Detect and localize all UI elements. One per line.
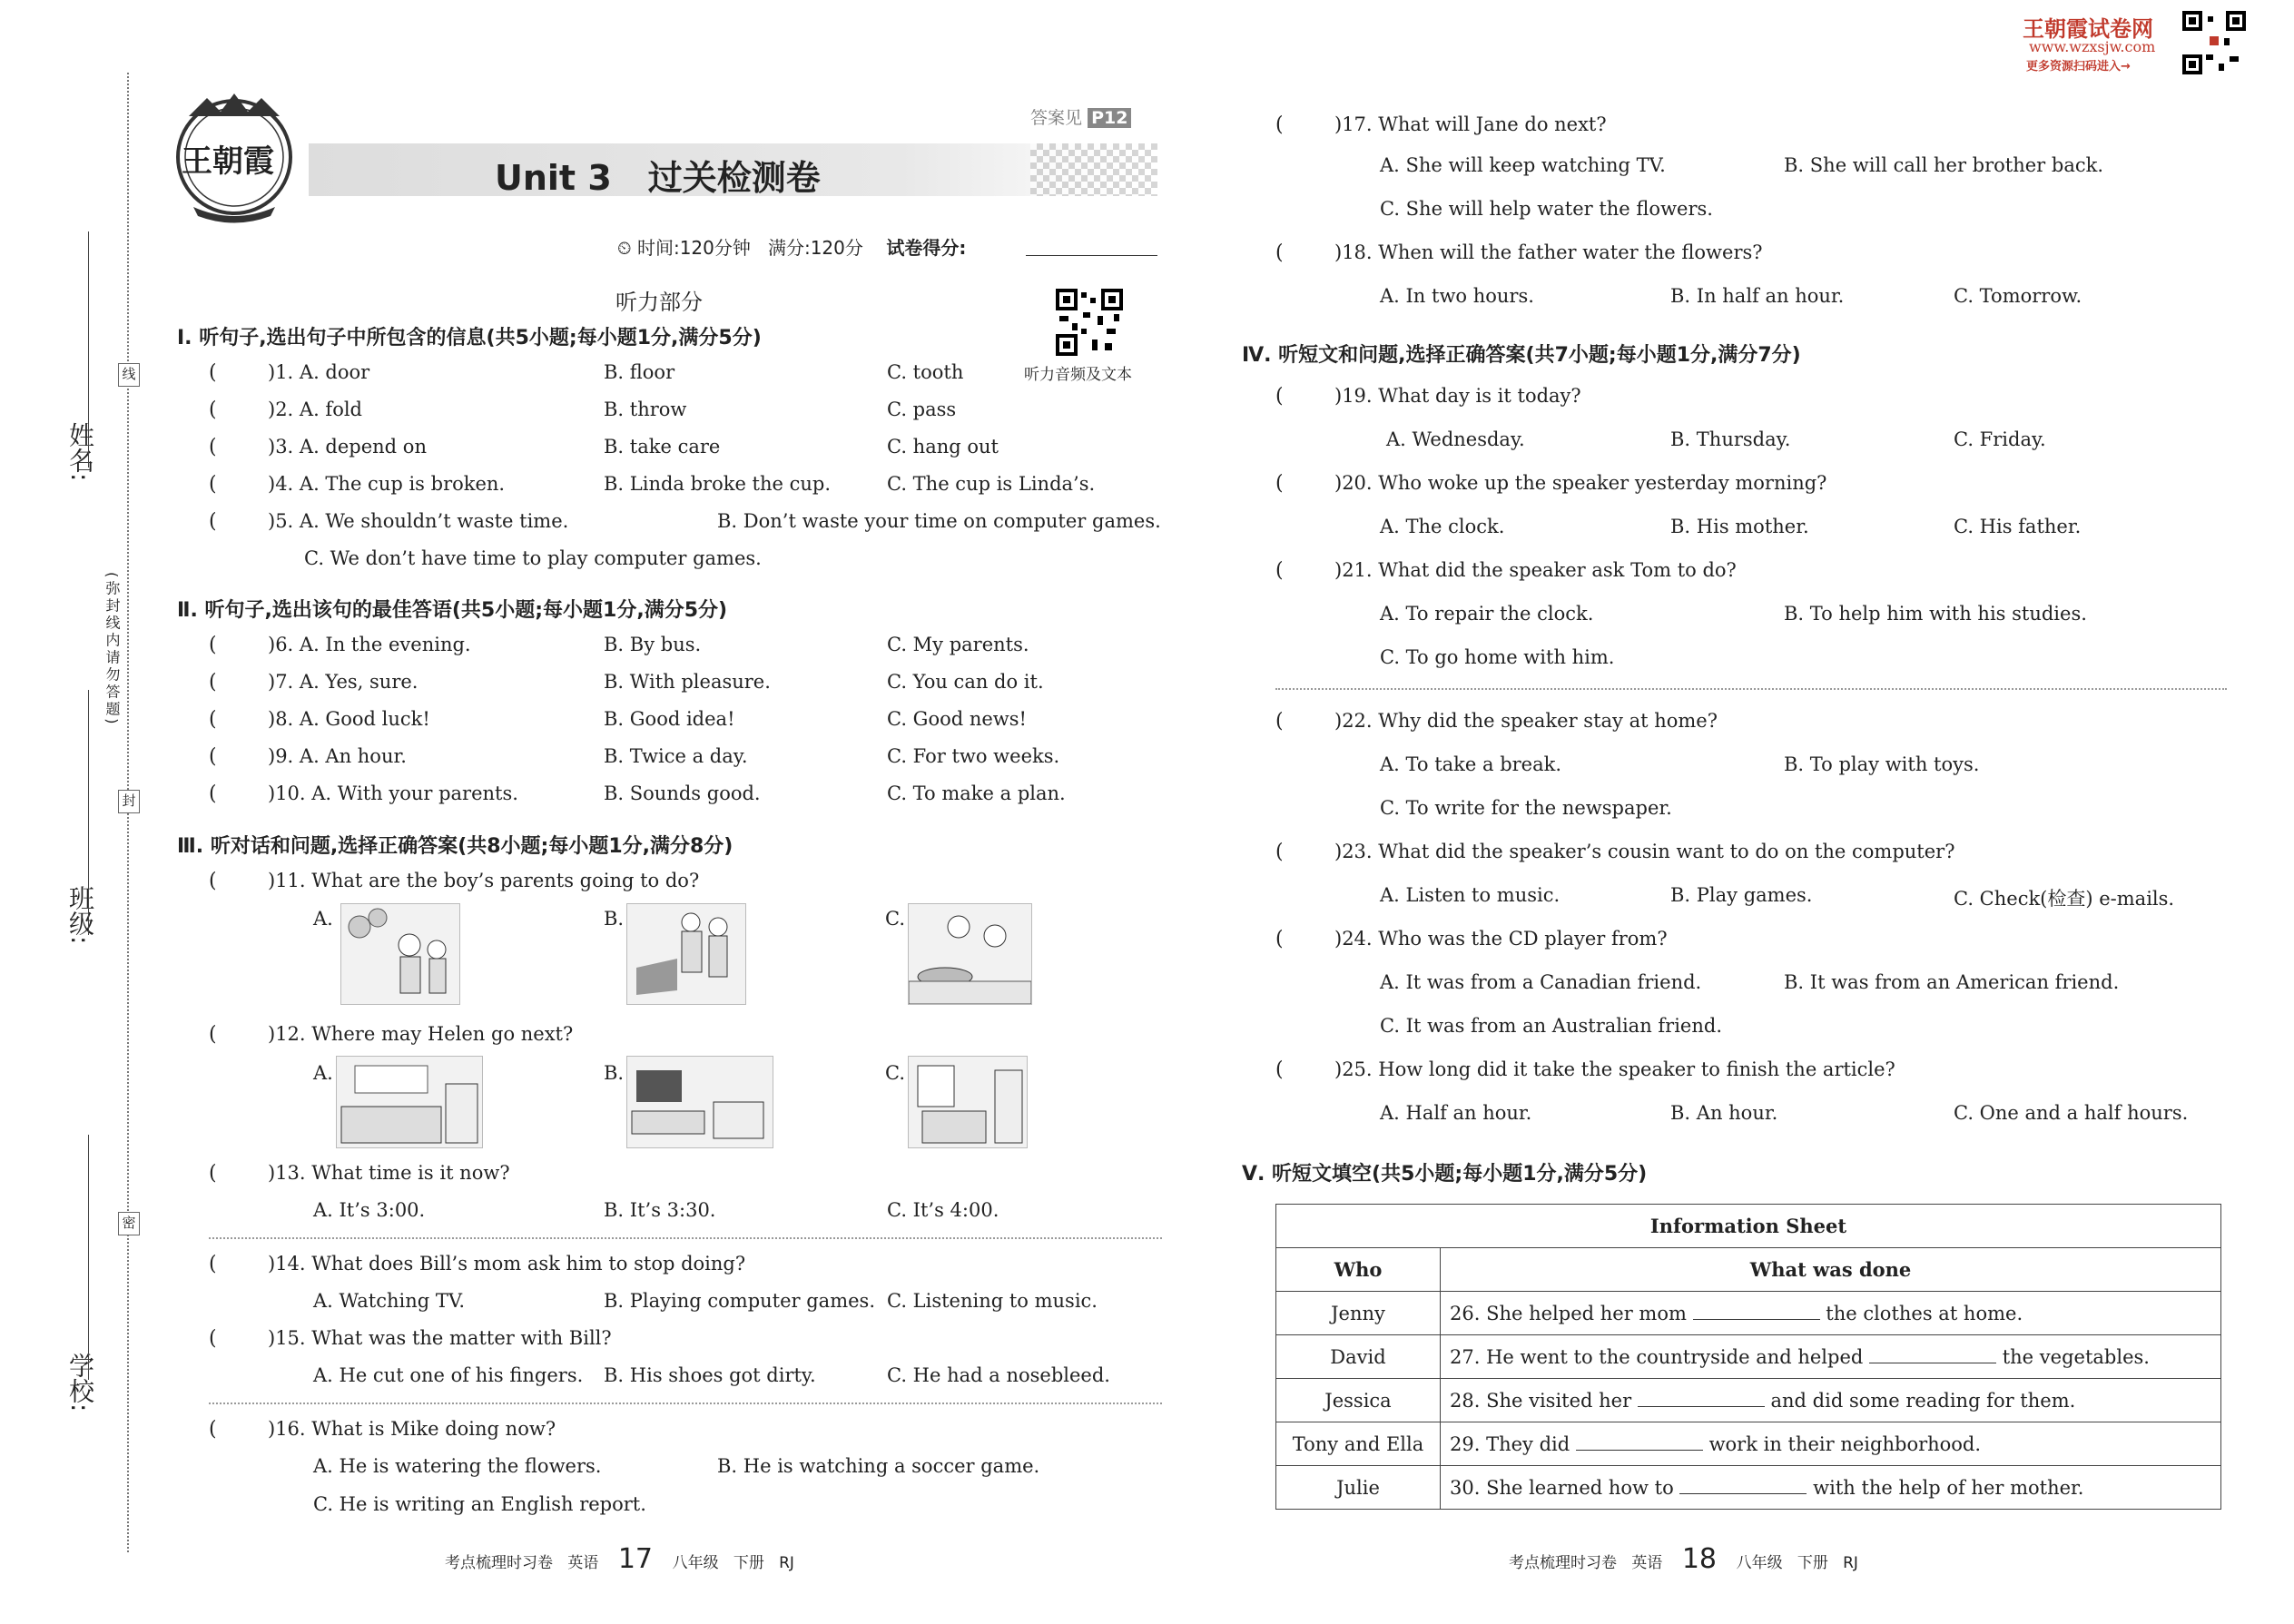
table-row: Julie 30. She learned how to with the help of her mother.: [1276, 1466, 2221, 1510]
footer-left: 考点梳理时习卷 英语 17 八年级 下册 RJ: [445, 1543, 794, 1575]
information-sheet-table: [1275, 1204, 2221, 1510]
section-title: 听力部分: [615, 290, 703, 315]
school-label: 学校:: [65, 1353, 95, 1412]
q20-option-a[interactable]: A. The clock.: [1380, 516, 1505, 537]
q23-option-a[interactable]: A. Listen to music.: [1380, 884, 1561, 906]
unit-title: Unit 3 过关检测卷: [495, 158, 821, 198]
logo-text: 王朝霞: [182, 143, 274, 180]
footer-right: 考点梳理时习卷 英语 18 八年级 下册 RJ: [1509, 1543, 1858, 1575]
q12-picture-a[interactable]: [336, 1056, 483, 1148]
answer-ref: 答案见 P12: [1030, 104, 1131, 129]
score-field[interactable]: [1026, 255, 1157, 256]
q12-label-b: B.: [604, 1062, 625, 1084]
seal-mark-line: 线: [118, 363, 140, 387]
section-2-header: Ⅱ. 听句子,选出该句的最佳答语(共5小题;每小题1分,满分5分): [177, 599, 728, 622]
q19-option-c[interactable]: C. Friday.: [1954, 428, 2046, 450]
table-title: Information Sheet: [1276, 1205, 2221, 1248]
q16-option-b[interactable]: B. He is watching a soccer game.: [717, 1455, 1040, 1477]
table-header-what: What was done: [1441, 1248, 2221, 1292]
page-number: 18: [1681, 1543, 1718, 1575]
q22-option-c[interactable]: C. To write for the newspaper.: [1380, 797, 1672, 819]
q11-picture-c[interactable]: [908, 903, 1032, 1005]
brand-tagline: 更多资源扫码进入→: [2026, 60, 2131, 74]
q15-option-a[interactable]: A. He cut one of his fingers.: [313, 1364, 584, 1386]
brand-url[interactable]: www.wzxsjw.com: [2029, 38, 2156, 55]
q21-option-a[interactable]: A. To repair the clock.: [1380, 603, 1594, 625]
q11-picture-b[interactable]: [626, 903, 746, 1005]
q12-label-c: C.: [885, 1062, 905, 1084]
q23-option-b[interactable]: B. Play games.: [1670, 884, 1813, 906]
seal-mark-seal: 封: [118, 790, 140, 813]
divider: [1275, 688, 2227, 690]
q22-option-a[interactable]: A. To take a break.: [1380, 753, 1562, 775]
q21-option-b[interactable]: B. To help him with his studies.: [1784, 603, 2087, 625]
blank-26[interactable]: [1693, 1304, 1820, 1320]
q11-label-c: C.: [885, 908, 905, 930]
clock-icon: ⏲: [617, 237, 632, 259]
q13-option-c[interactable]: C. It’s 4:00.: [887, 1199, 999, 1221]
q21-option-c[interactable]: C. To go home with him.: [1380, 646, 1615, 668]
name-label: 姓名:: [65, 422, 95, 482]
q22-option-b[interactable]: B. To play with toys.: [1784, 753, 1980, 775]
blank-29[interactable]: [1576, 1435, 1703, 1451]
seal-note: (弥封线内请勿答题): [103, 572, 121, 727]
q20-option-c[interactable]: C. His father.: [1954, 516, 2082, 537]
q13-option-a[interactable]: A. It’s 3:00.: [313, 1199, 426, 1221]
q12-label-a: A.: [313, 1062, 333, 1084]
q19-option-a[interactable]: A. Wednesday.: [1386, 428, 1525, 450]
blank-28[interactable]: [1638, 1392, 1765, 1407]
q17-option-b[interactable]: B. She will call her brother back.: [1784, 154, 2104, 176]
brand-qr-icon[interactable]: [2182, 11, 2246, 74]
q11-picture-a[interactable]: [340, 903, 460, 1005]
q18-option-a[interactable]: A. In two hours.: [1380, 285, 1534, 307]
q18-option-c[interactable]: C. Tomorrow.: [1954, 285, 2082, 307]
q5-option-c[interactable]: C. We don’t have time to play computer games.: [304, 547, 762, 569]
q14-option-b[interactable]: B. Playing computer games.: [604, 1290, 875, 1312]
q11-label-a: A.: [313, 908, 333, 930]
q16-option-c[interactable]: C. He is writing an English report.: [313, 1493, 646, 1515]
class-label: 班级:: [65, 885, 95, 945]
banner-checker: [1030, 143, 1157, 196]
q24-option-c[interactable]: C. It was from an Australian friend.: [1380, 1015, 1723, 1037]
qr-code-icon[interactable]: [1056, 289, 1123, 356]
q16-option-a[interactable]: A. He is watering the flowers.: [313, 1455, 602, 1477]
section-3-header: Ⅲ. 听对话和问题,选择正确答案(共8小题;每小题1分,满分8分): [177, 835, 733, 858]
q24-option-b[interactable]: B. It was from an American friend.: [1784, 971, 2120, 993]
table-row: Jenny 26. She helped her mom the clothes at home.: [1276, 1292, 2221, 1335]
blank-27[interactable]: [1869, 1348, 1996, 1363]
section-1-header: Ⅰ. 听句子,选出句子中所包含的信息(共5小题;每小题1分,满分5分): [177, 327, 762, 349]
q13-option-b[interactable]: B. It’s 3:30.: [604, 1199, 716, 1221]
section-4-header: Ⅳ. 听短文和问题,选择正确答案(共7小题;每小题1分,满分7分): [1242, 344, 1801, 367]
answer-page-badge: P12: [1088, 108, 1131, 128]
name-field[interactable]: [88, 231, 89, 468]
table-row: David 27. He went to the countryside and helped the vegetables.: [1276, 1335, 2221, 1379]
q25-option-b[interactable]: B. An hour.: [1670, 1102, 1778, 1124]
divider: [209, 1403, 1162, 1404]
q19-option-b[interactable]: B. Thursday.: [1670, 428, 1791, 450]
qr-caption: 听力音频及文本: [1024, 366, 1132, 384]
q25-option-a[interactable]: A. Half an hour.: [1380, 1102, 1532, 1124]
exam-meta: ⏲ 时间:120分钟 满分:120分 试卷得分:: [617, 237, 967, 259]
q12-picture-b[interactable]: [626, 1056, 773, 1148]
seal-mark-secret: 密: [118, 1212, 140, 1235]
table-row: Jessica 28. She visited her and did some reading for them.: [1276, 1379, 2221, 1422]
q25-option-c[interactable]: C. One and a half hours.: [1954, 1102, 2189, 1124]
table-header-who: Who: [1276, 1248, 1441, 1292]
q24-option-a[interactable]: A. It was from a Canadian friend.: [1380, 971, 1702, 993]
brand-name: 王朝霞试卷网: [2023, 16, 2153, 42]
q18-option-b[interactable]: B. In half an hour.: [1670, 285, 1845, 307]
section-5-header: Ⅴ. 听短文填空(共5小题;每小题1分,满分5分): [1242, 1163, 1648, 1186]
q17-option-c[interactable]: C. She will help water the flowers.: [1380, 198, 1713, 220]
blank-30[interactable]: [1679, 1479, 1807, 1494]
table-row: Tony and Ella 29. They did work in their neighborhood.: [1276, 1422, 2221, 1466]
q17-option-a[interactable]: A. She will keep watching TV.: [1380, 154, 1666, 176]
school-field[interactable]: [88, 1135, 89, 1380]
q20-option-b[interactable]: B. His mother.: [1670, 516, 1809, 537]
q14-option-a[interactable]: A. Watching TV.: [313, 1290, 466, 1312]
q23-option-c[interactable]: C. Check(检查) e-mails.: [1954, 888, 2175, 910]
q15-option-b[interactable]: B. His shoes got dirty.: [604, 1364, 816, 1386]
divider: [209, 1237, 1162, 1239]
q11-label-b: B.: [604, 908, 625, 930]
class-field[interactable]: [88, 690, 89, 935]
q15-option-c[interactable]: C. He had a nosebleed.: [887, 1364, 1110, 1386]
page-number: 17: [617, 1543, 654, 1575]
q12-picture-c[interactable]: [908, 1056, 1028, 1148]
q14-option-c[interactable]: C. Listening to music.: [887, 1290, 1098, 1312]
brand-logo: [162, 80, 307, 225]
